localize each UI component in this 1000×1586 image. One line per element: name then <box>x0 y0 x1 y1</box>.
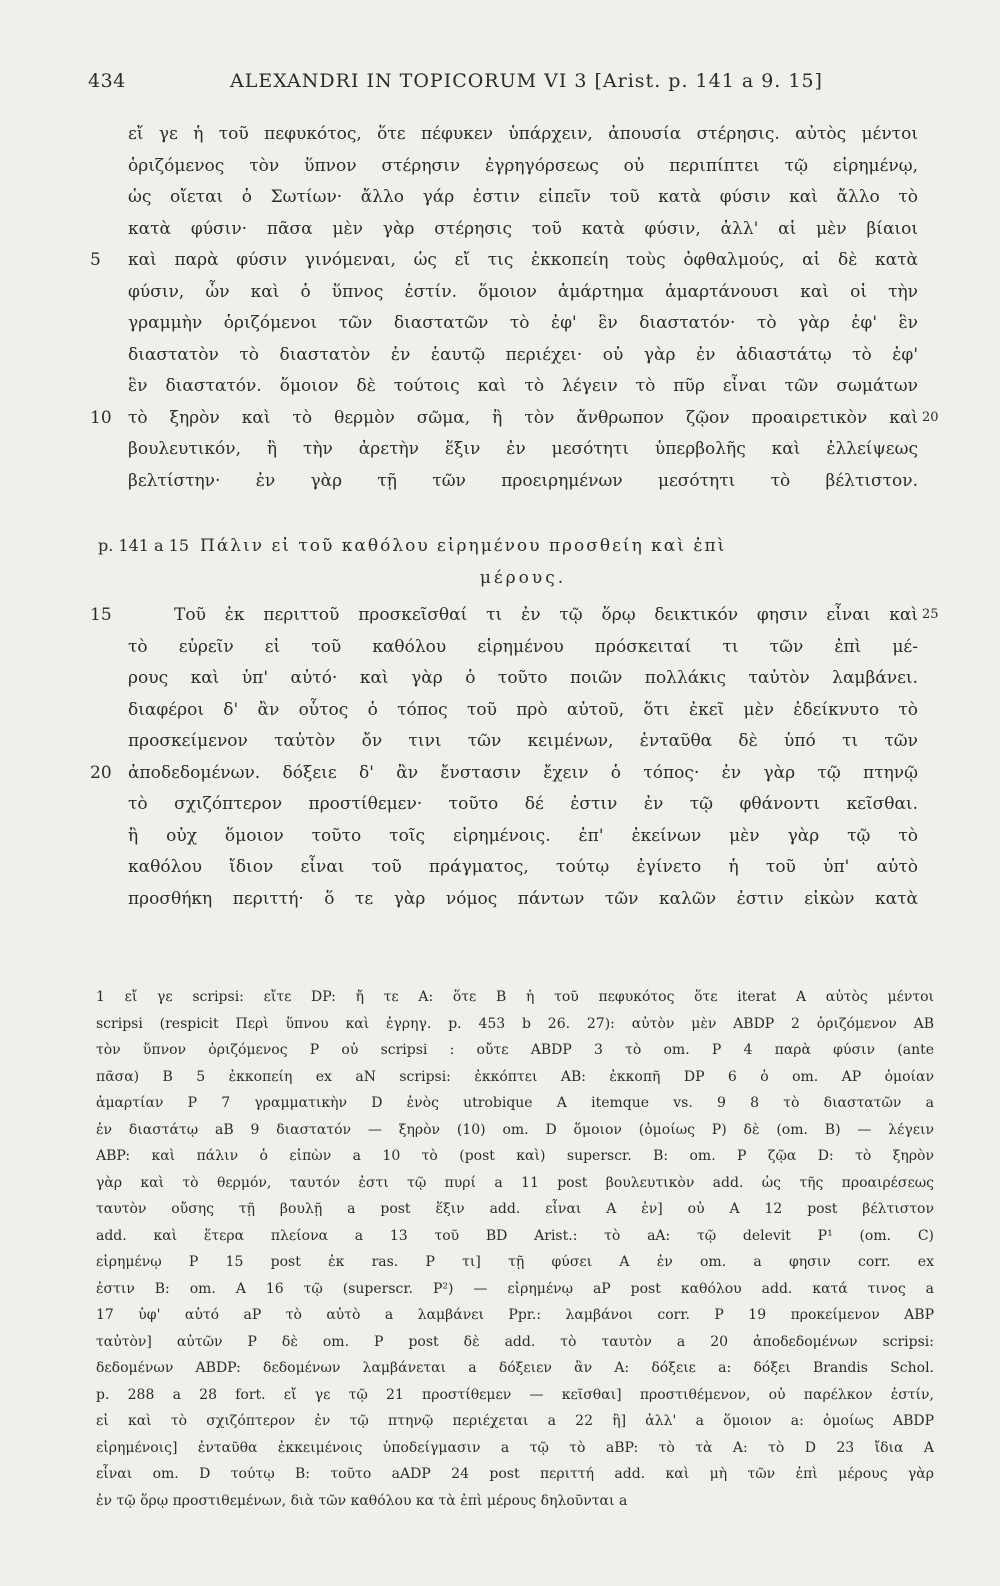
line-text: ρους καὶ ὑπ' αὐτό· καὶ γὰρ ὁ τοῦτο ποιῶν πολλάκις ταὐτὸν λαμβάνει. <box>128 668 918 688</box>
text-line <box>0 820 1000 852</box>
section-heading-continued <box>0 562 1000 594</box>
line-text: Τοῦ ἐκ περιττοῦ προσκεῖσθαί τι ἐν τῷ ὅρῳ δεικτικόν φησιν εἶναι καὶ <box>174 605 918 625</box>
text-line <box>0 118 1000 150</box>
line-text: τὸ σχιζόπτερον προστίθεμεν· τοῦτο δέ ἐστιν ἐν τῷ φθάνοντι κεῖσθαι. <box>128 794 918 814</box>
apparatus-line: p. 288 a 28 fort. εἴ γε τῷ 21 προστίθεμεν — κεῖσθαι] προστιθέμενον, οὐ παρέλκον ἐστίν, <box>96 1386 934 1403</box>
text-line <box>0 181 1000 213</box>
text-line <box>0 402 1000 434</box>
apparatus-line: 17 ὑφ' αὑτό aP τὸ αὐτὸ a λαμβάνει Ppr.: λαμβάνοι corr. P 19 προκείμενον ABP <box>96 1307 934 1323</box>
text-line <box>0 213 1000 245</box>
apparatus-line: ἁμαρτίαν P 7 γραμματικὴν D ἑνὸς utrobique A itemque vs. 9 8 τὸ διαστατῶν a <box>96 1095 934 1111</box>
apparatus-line: ἐν τῷ ὅρῳ προστιθεμένων, διὰ τῶν καθόλου κα τὰ ἐπὶ μέρους δηλοῦνται a <box>96 1492 628 1509</box>
running-title: ALEXANDRI IN TOPICORUM VI 3 [Arist. p. 141 a 9. 15] <box>230 70 823 92</box>
text-line <box>0 788 1000 820</box>
line-text: καθόλου ἴδιον εἶναι τοῦ πράγματος, τούτῳ ἐγίνετο ἡ τοῦ ὑπ' αὐτὸ <box>128 857 918 877</box>
text-line <box>0 694 1000 726</box>
running-header <box>88 70 908 102</box>
line-text: διαφέροι δ' ἂν οὗτος ὁ τόπος τοῦ πρὸ αὐτοῦ, ὅτι ἐκεῖ μὲν ἐδείκνυτο τὸ <box>128 699 918 720</box>
text-line <box>0 757 1000 789</box>
apparatus-line: ἐν διαστάτῳ aB 9 διαστατόν — ξηρὸν (10) om. D ὅμοιον (ὁμοίως P) δὲ (om. B) — λέγειν <box>96 1121 934 1138</box>
page-number: 434 <box>88 70 126 92</box>
text-line <box>0 433 1000 465</box>
text-line <box>0 631 1000 663</box>
line-text: φύσιν, ὧν καὶ ὁ ὕπνος ἐστίν. ὅμοιον ἁμάρτημα ἁμαρτάνουσι καὶ οἱ τὴν <box>128 281 918 302</box>
text-line <box>0 725 1000 757</box>
line-text: ἓν διαστατόν. ὅμοιον δὲ τούτοις καὶ τὸ λέγειν τὸ πῦρ εἶναι τῶν σωμάτων <box>128 376 918 396</box>
margin-line-number: 20 <box>922 409 939 425</box>
text-line <box>0 599 1000 631</box>
text-line <box>0 244 1000 276</box>
line-text: τὸ εὑρεῖν εἰ τοῦ καθόλου εἰρημένου πρόσκειταί τι τῶν ἐπὶ μέ- <box>128 636 918 657</box>
line-number: 15 <box>90 605 112 625</box>
apparatus-line: 1 εἴ γε scripsi: εἴτε DP: ἤ τε A: ὅτε B ἡ τοῦ πεφυκότος ὅτε iterat A αὐτὸς μέντοι <box>96 989 934 1005</box>
text-line <box>0 851 1000 883</box>
text-line <box>0 276 1000 308</box>
line-text: εἴ γε ἡ τοῦ πεφυκότος, ὅτε πέφυκεν ὑπάρχειν, ἀπουσία στέρησις. αὐτὸς μέντοι <box>128 124 918 144</box>
apparatus-line: add. καὶ ἕτερα πλείονα a 13 τοῦ BD Arist.: τὸ aA: τῷ delevit P¹ (om. C) <box>96 1227 934 1244</box>
line-text: κατὰ φύσιν· πᾶσα μὲν γὰρ στέρησις τοῦ κατὰ φύσιν, ἀλλ' αἱ μὲν βίαιοι <box>128 218 918 239</box>
apparatus-line: ταὐτὸν] αὐτῶν P δὲ om. P post δὲ add. τὸ ταυτὸν a 20 ἀποδεδομένων scripsi: <box>96 1333 934 1350</box>
text-line <box>0 307 1000 339</box>
heading-lemma-end: μέρους. <box>479 567 567 588</box>
line-text: ἢ οὐχ ὅμοιον τοῦτο τοῖς εἰρημένοις. ἐπ' ἐκείνων μὲν γὰρ τῷ τὸ <box>128 825 918 846</box>
heading-reference: p. 141 a 15 <box>98 536 190 555</box>
apparatus-line: ABP: καὶ πάλιν ὁ εἰπὼν a 10 τὸ (post καὶ) superscr. B: om. P ζῷα D: τὸ ξηρὸν <box>96 1148 934 1164</box>
apparatus-line: δεδομένων ABDP: δεδομένων λαμβάνεται a δόξειεν ἂν A: δόξειε a: δόξει Brandis Schol. <box>96 1360 934 1376</box>
apparatus-line: εἶναι om. D τούτῳ B: τοῦτο aADP 24 post περιττή add. καὶ μὴ τῶν ἐπὶ μέρους γὰρ <box>96 1466 934 1482</box>
text-line <box>0 465 1000 497</box>
line-number: 10 <box>90 407 112 428</box>
heading-lemma: Πάλιν εἰ τοῦ καθόλου εἰρημένου προσθείη καὶ ἐπὶ <box>200 536 727 556</box>
line-text: προσκείμενον ταὐτὸν ὄν τινι τῶν κειμένων, ἐνταῦθα δὲ ὑπό τι τῶν <box>128 731 918 751</box>
line-text: διαστατὸν τὸ διαστατὸν ἐν ἑαυτῷ περιέχει· οὐ γὰρ ἐν ἀδιαστάτῳ τὸ ἐφ' <box>128 344 918 365</box>
line-number: 20 <box>90 762 112 783</box>
apparatus-line: τὸν ὕπνον ὁριζόμενος P οὐ scripsi : οὔτε ABDP 3 τὸ om. P 4 παρὰ φύσιν (ante <box>96 1042 934 1058</box>
line-text: καὶ παρὰ φύσιν γινόμεναι, ὡς εἴ τις ἐκκοπείη τοὺς ὀφθαλμούς, αἱ δὲ κατὰ <box>128 250 918 270</box>
text-line <box>0 150 1000 182</box>
text-line <box>0 370 1000 402</box>
line-text: ἀποδεδομένων. δόξειε δ' ἂν ἔνστασιν ἔχειν ὁ τόπος· ἐν γὰρ τῷ πτηνῷ <box>128 762 918 783</box>
text-line <box>0 339 1000 371</box>
apparatus-line: εἰ καὶ τὸ σχιζόπτερον ἐν τῷ πτηνῷ περιέχεται a 22 ἢ] ἀλλ' a ὅμοιον a: ὁμοίως ABDP <box>96 1413 934 1429</box>
text-line <box>0 662 1000 694</box>
apparatus-line: γὰρ καὶ τὸ θερμόν, ταυτόν ἐστι τῷ πυρί a 11 post βουλευτικὸν add. ὡς τῆς προαιρέσεως <box>96 1174 934 1191</box>
line-text: τὸ ξηρὸν καὶ τὸ θερμὸν σῶμα, ἢ τὸν ἄνθρωπον ζῷον προαιρετικὸν καὶ <box>128 407 918 428</box>
line-number: 5 <box>90 250 101 270</box>
line-text: ὁριζόμενος τὸν ὕπνον στέρησιν ἐγρηγόρσεως οὐ περιπίπτει τῷ εἰρημένῳ, <box>128 155 918 176</box>
apparatus-line: scripsi (respicit Περὶ ὕπνου καὶ ἐγρηγ. p. 453 b 26. 27): αὐτὸν μὲν ABDP 2 ὁριζόμενον AB <box>96 1015 934 1032</box>
line-text: ὡς οἴεται ὁ Σωτίων· ἄλλο γάρ ἐστιν εἰπεῖν τοῦ κατὰ φύσιν καὶ ἄλλο τὸ <box>128 187 918 207</box>
section-heading <box>0 530 1000 562</box>
apparatus-line: εἰρημένοις] ἐνταῦθα ἐκκειμένοις ὑποδείγμασιν a τῷ τὸ aBP: τὸ τὰ A: τὸ D 23 ἴδια A <box>96 1439 934 1456</box>
apparatus-line: ταυτὸν οὔσης τῇ βουλῇ a post ἕξιν add. εἶναι A ἐν] οὐ A 12 post βέλτιστον <box>96 1201 934 1217</box>
apparatus-line: εἰρημένῳ P 15 post ἐκ ras. P τι] τῇ φύσει A ἐν om. a φησιν corr. ex <box>96 1254 934 1270</box>
line-text: γραμμὴν ὁριζόμενοι τῶν διαστατῶν τὸ ἐφ' ἓν διαστατόν· τὸ γὰρ ἐφ' ἓν <box>128 313 918 333</box>
text-line <box>0 883 1000 915</box>
apparatus-line: πᾶσα) B 5 ἐκκοπείη ex aN scripsi: ἐκκόπτει AB: ἐκκοπῆ DP 6 ὁ om. AP ὁμοίαν <box>96 1068 934 1085</box>
line-text: προσθήκη περιττή· ὅ τε γὰρ νόμος πάντων τῶν καλῶν ἐστιν εἰκὼν κατὰ <box>128 888 918 909</box>
margin-line-number: 25 <box>922 607 939 622</box>
line-text: βελτίστην· ἐν γὰρ τῇ τῶν προειρημένων μεσότητι τὸ βέλτιστον. <box>128 470 918 491</box>
apparatus-line: ἐστιν B: om. A 16 τῷ (superscr. P²) — εἰρημένῳ aP post καθόλου add. κατά τινος a <box>96 1280 934 1297</box>
line-text: βουλευτικόν, ἢ τὴν ἀρετὴν ἕξιν ἐν μεσότητι ὑπερβολῆς καὶ ἐλλείψεως <box>128 439 918 459</box>
